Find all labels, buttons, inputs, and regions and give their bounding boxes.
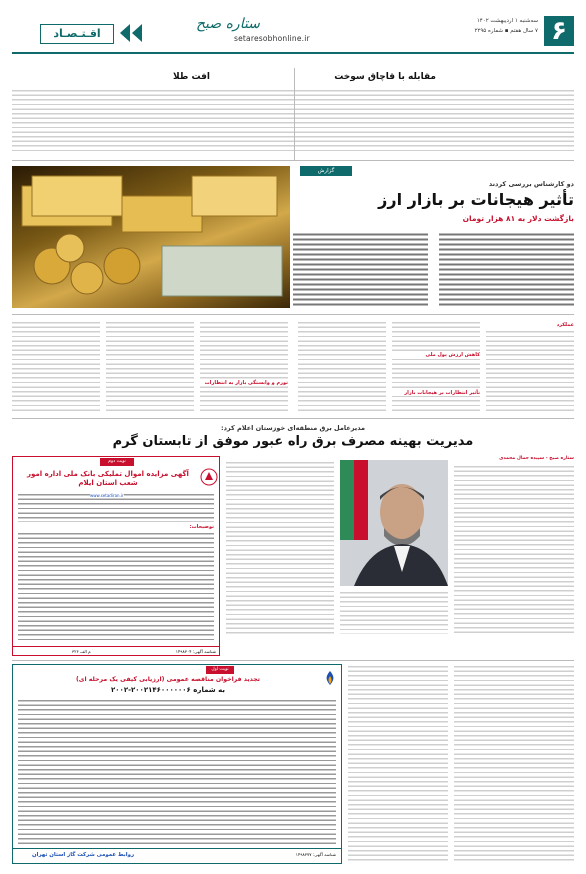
- ad1-tag-label: نوبت دوم: [108, 459, 126, 464]
- ad1-footer-right: شناسه آگهی: ۱۴۹۸۳۰۴: [175, 649, 216, 654]
- bank-melli-logo-icon: [200, 468, 218, 486]
- ad1-footer-left: م الف ۳۲۶: [72, 649, 91, 654]
- interview-byline: ستاره صبح - سپیده جمال‌ محمدی: [499, 456, 574, 461]
- interview-column-1: [454, 464, 574, 634]
- ad1-notes-title: توضیحات:: [189, 524, 214, 530]
- lead-paragraph-1: [439, 232, 574, 308]
- newspaper-logo: ستاره صبح: [196, 16, 260, 32]
- lower-column-2: [348, 664, 448, 864]
- ad1-title: آگهی مزایده اموال تملیکی بانک ملی اداره امور شعب استان ایلام: [27, 470, 189, 487]
- feature-tag-label: گزارش: [317, 168, 335, 174]
- page-number: ۶: [544, 16, 574, 46]
- middle-column-6: [12, 320, 100, 414]
- middle-column-5: [106, 320, 194, 414]
- portrait-graphic: [340, 460, 448, 586]
- interview-column-2: [340, 590, 448, 634]
- ad2-body: [18, 698, 336, 846]
- site-url[interactable]: setaresobhonline.ir: [234, 34, 310, 43]
- ad2-title: تجدید فراخوان مناقصه عمومی (ارزیابی کیفی یک مرحله ای): [75, 676, 260, 683]
- gold-photo-graphic: [12, 166, 290, 308]
- feature-subtitle: بازگشت دلار به ۸۱ هزار تومان: [462, 214, 574, 223]
- headline-fuel-smuggling: مقابله با قاچاق سوخت: [334, 72, 436, 82]
- ad2-number: به شماره ۲۰۰۲۱۴۶۰۰۰۰۰۰۶-۲۰۰۲: [111, 686, 225, 694]
- headline-gold-drop: افت طلا: [173, 72, 210, 82]
- middle-column-1: [486, 320, 574, 414]
- lead-paragraph-2: [293, 232, 428, 308]
- body-lines-left: [12, 88, 288, 154]
- ad1-url[interactable]: www.setadiran.ir: [90, 493, 124, 498]
- section-divider: [12, 418, 574, 419]
- middle-heading-3: تورم و وابستگی بازار به انتظارات: [200, 380, 288, 386]
- middle-column-2: [392, 320, 480, 414]
- ad2-tag: [206, 666, 234, 674]
- middle-column-3: [298, 320, 386, 414]
- ad2-footer-org: روابط عمومی شرکت گاز استان تهران: [32, 852, 135, 858]
- section-divider: [12, 314, 574, 315]
- feature-title: تأثیر هیجانات بر بازار ارز: [378, 190, 574, 209]
- ad2-footer: [12, 848, 342, 862]
- middle-column-4: [200, 320, 288, 414]
- issue-number: ۷ سال هفتم ▪ شماره ۲۲۹۵: [474, 28, 538, 34]
- double-chevron-icon: [116, 22, 144, 44]
- issue-date: سه‌شنبه ۱ اردیبهشت ۱۴۰۲: [476, 18, 538, 24]
- middle-heading-4: عملکرد: [486, 322, 574, 328]
- middle-heading-2: تأثیر انتظارات بر هیجانات بازار: [392, 390, 480, 396]
- ad2-tag-label: نوبت اول: [211, 667, 229, 672]
- feature-tag: [300, 166, 352, 176]
- ad1-footer: [12, 646, 220, 656]
- portrait-photo: [340, 460, 448, 586]
- interview-column-3: [226, 460, 334, 634]
- section-label: اقـتـصـاد: [40, 24, 114, 44]
- section-divider: [12, 660, 574, 661]
- ad1-tag: [100, 458, 134, 466]
- gas-company-logo-icon: [322, 670, 338, 686]
- interview-title: مدیریت بهینه مصرف برق راه عبور موفق از تابستان گرم: [112, 434, 474, 449]
- ad1-notes: [18, 531, 214, 643]
- body-lines-right: [284, 88, 574, 154]
- ad2-footer-id: شناسه آگهی: ۱۴۹۸۳۷۷: [295, 852, 336, 857]
- lower-column-1: [454, 664, 574, 864]
- header-divider: [12, 52, 574, 54]
- column-divider: [294, 68, 295, 160]
- page-header: [0, 0, 586, 54]
- gold-coins-photo: [12, 166, 290, 308]
- interview-kicker: مدیرعامل برق منطقه‌ای خوزستان اعلام کرد:: [220, 424, 366, 432]
- section-divider: [12, 160, 574, 161]
- middle-heading-1: کاهش ارزش پول ملی: [392, 352, 480, 358]
- feature-kicker: دو کارشناس بررسی کردند: [488, 180, 574, 188]
